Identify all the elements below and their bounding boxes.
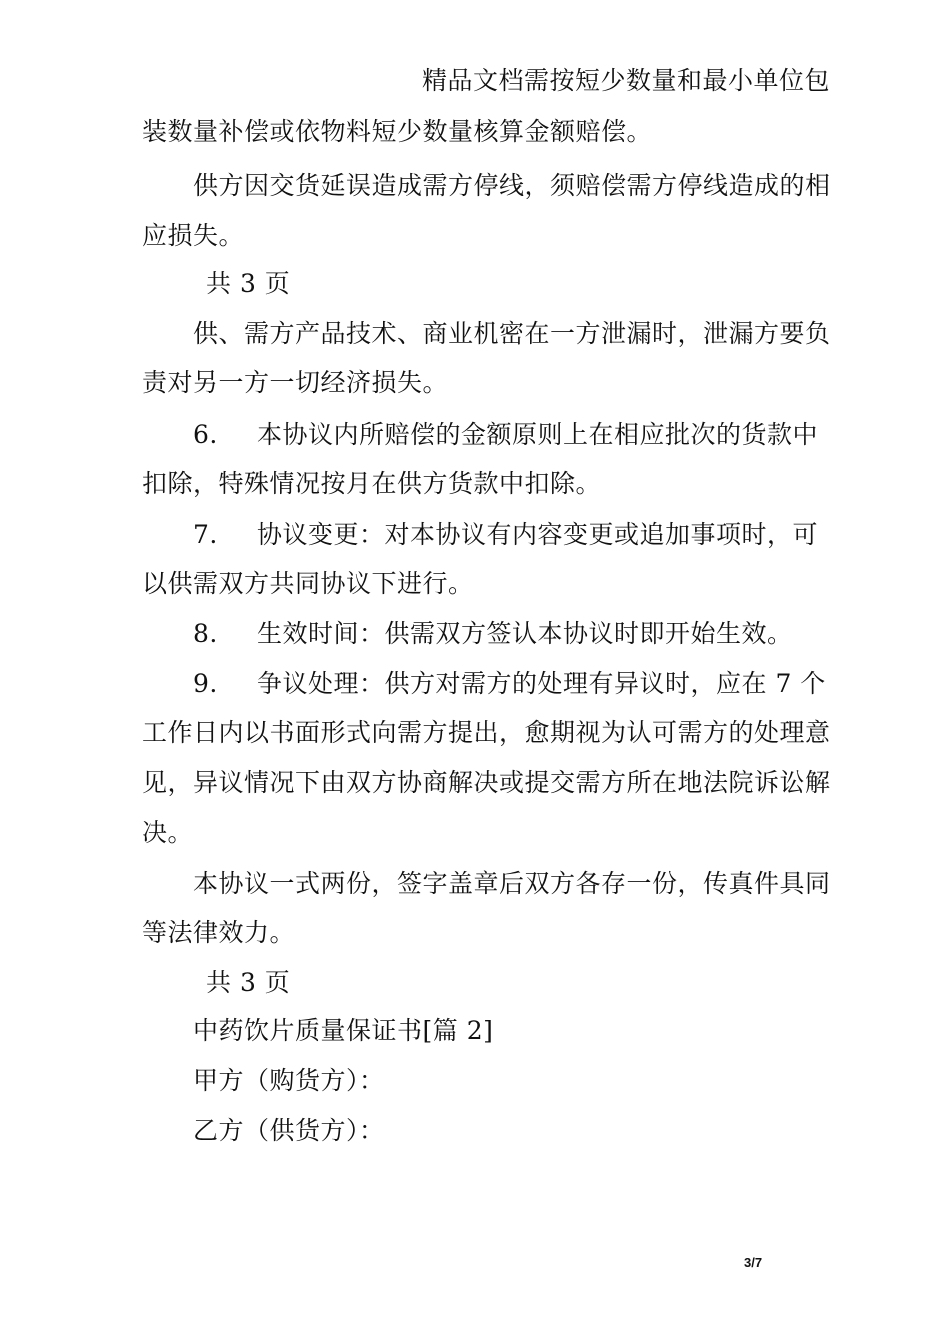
page-count-note: 共 3 页: [206, 968, 291, 997]
text-line: 等法律效力。: [142, 918, 296, 947]
text-line: 应损失。: [142, 221, 245, 250]
text-line: 决。: [142, 818, 194, 847]
page-indicator: 3/7: [744, 1255, 763, 1270]
text-line: 装数量补偿或依物料短少数量核算金额赔偿。: [142, 117, 653, 146]
numbered-clause-6: [193, 418, 818, 452]
page-count-note: 共 3 页: [206, 269, 291, 298]
text-line: 以供需双方共同协议下进行。: [142, 569, 474, 598]
numbered-clause-9: [193, 667, 826, 701]
party-a-label: 甲方（购货方）：: [193, 1066, 385, 1095]
clause-number: 8.: [193, 619, 218, 648]
text-line: 精品文档需按短少数量和最小单位包: [421, 66, 830, 95]
clause-text: 协议变更：对本协议有内容变更或追加事项时，可: [257, 520, 819, 549]
text-line: 见，异议情况下由双方协商解决或提交需方所在地法院诉讼解: [142, 768, 831, 797]
clause-text: 本协议内所赔偿的金额原则上在相应批次的货款中: [257, 420, 819, 449]
clause-number: 9.: [193, 669, 218, 698]
section-title: 中药饮片质量保证书[篇 2]: [193, 1016, 494, 1045]
text-line: 工作日内以书面形式向需方提出，愈期视为认可需方的处理意: [142, 718, 831, 747]
clause-text: 争议处理：供方对需方的处理有异议时，应在 7 个: [257, 669, 826, 698]
text-line: 扣除，特殊情况按月在供方货款中扣除。: [142, 469, 602, 498]
text-line: 本协议一式两份，签字盖章后双方各存一份，传真件具同: [193, 869, 831, 898]
clause-number: 6.: [193, 420, 218, 449]
clause-number: 7.: [193, 520, 218, 549]
text-line: 供方因交货延误造成需方停线，须赔偿需方停线造成的相: [193, 171, 831, 200]
text-line: 责对另一方一切经济损失。: [142, 368, 449, 397]
numbered-clause-8: [193, 617, 793, 651]
party-b-label: 乙方（供货方）：: [193, 1116, 385, 1145]
numbered-clause-7: [193, 518, 818, 552]
text-line: 供、需方产品技术、商业机密在一方泄漏时，泄漏方要负: [193, 319, 831, 348]
clause-text: 生效时间：供需双方签认本协议时即开始生效。: [257, 619, 793, 648]
